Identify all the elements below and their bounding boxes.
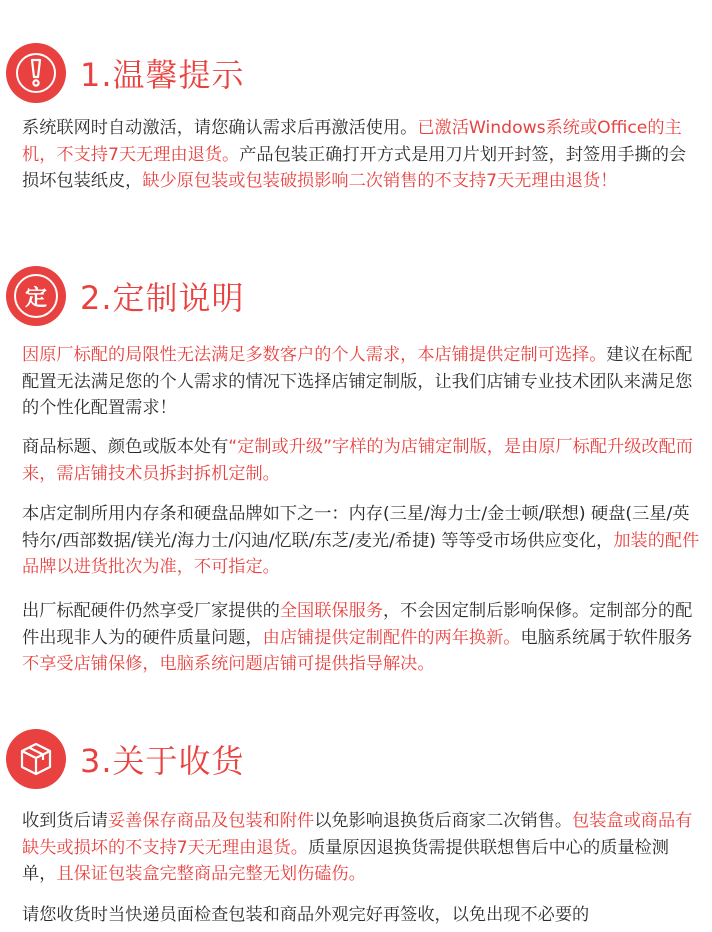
- s2-paragraph-1: [22, 342, 702, 422]
- s2-p3-text-b: 加装的配件品牌以进货批次为准，不可指定。: [22, 530, 700, 577]
- section-2-title: 2.定制说明: [80, 279, 245, 317]
- s2-p2-text-b: “定制或升级”字样的为店铺定制版，是由原厂标配升级改配而来，需店铺技术员拆封拆机定制。: [22, 437, 693, 484]
- exclamation-icon: [6, 43, 66, 103]
- s2-p4-text-c: ，不会因定制后影响保修。定制部分的配件出现非人为的硬件质量问题，: [22, 601, 693, 648]
- s1-p1-text-c: 产品包装正确打开方式是用刀片划开封签，封签用手撕的会损坏包装纸皮，: [22, 144, 687, 191]
- s3-p1-text-b: 妥善保存商品及包装和附件: [107, 811, 315, 831]
- s1-p1-text-a: 系统联网时自动激活，请您确认需求后再激活使用。: [22, 118, 418, 138]
- s2-p4-text-f: 不享受店铺保修，电脑系统问题店铺可提供指导解决。: [22, 654, 435, 674]
- s1-paragraph-1: [22, 115, 702, 195]
- section-1-title: 1.温馨提示: [80, 56, 245, 94]
- s3-p1-text-c: 以免影响退换货后商家二次销售。: [314, 811, 573, 831]
- s1-p1-text-d: 缺少原包装或包装破损影响二次销售的不支持7天无理由退货！: [142, 171, 618, 191]
- s2-paragraph-4: [22, 598, 702, 678]
- s2-paragraph-2: [22, 434, 702, 487]
- s2-p4-text-a: 出厂标配硬件仍然享受厂家提供的: [22, 601, 280, 621]
- s1-p1-text-b: 已激活Windows系统或Office的主机，不支持7天无理由退货。: [22, 118, 682, 165]
- s2-p1-text-a: 因原厂标配的局限性无法满足多数客户的个人需求，本店铺提供定制可选择。: [22, 345, 607, 365]
- s3-p1-text-f: 且保证包装盒完整商品完整无划伤磕伤。: [56, 864, 366, 884]
- s2-p4-text-e: 电脑系统属于软件服务: [520, 627, 693, 648]
- s3-paragraph-2: [22, 902, 702, 929]
- s3-p1-text-e: 质量原因退换货需提供联想售后中心的质量检测单，: [22, 837, 669, 884]
- s2-paragraph-3: [22, 501, 702, 581]
- s3-p1-text-a: 收到货后请: [22, 811, 108, 831]
- s2-p1-text-b: 建议在标配配置无法满足您的个人需求的情况下选择店铺定制版，让我们店铺专业技术团队来满足您的个性化配置需求！: [22, 345, 693, 418]
- section-3-title: 3.关于收货: [80, 742, 245, 780]
- s3-p2-text-a: 请您收货时当快递员面检查包装和商品外观完好再签收，以免出现不必要的: [22, 905, 590, 925]
- section-2-header: [6, 261, 245, 331]
- custom-badge-text: 定: [14, 274, 58, 318]
- box-icon: [6, 729, 66, 789]
- section-3-header: [6, 724, 245, 794]
- section-1-header: [6, 38, 245, 108]
- s3-p1-text-d: 包装盒或商品有缺失或损坏的不支持7天无理由退货。: [22, 811, 693, 858]
- s2-p3-text-a: 本店定制所用内存条和硬盘品牌如下之一：内存(三星/海力士/金士顿/联想) 硬盘(三星/英特尔/西部数据/镁光/海力士/闪迪/忆联/东芝/麦光/希捷) 等等受市场供应变化，: [22, 504, 690, 551]
- s3-paragraph-1: [22, 808, 702, 888]
- s2-p4-text-b: 全国联保服务: [279, 601, 383, 621]
- s2-p4-text-d: 由店铺提供定制配件的两年换新。: [262, 627, 521, 648]
- s2-p2-text-a: 商品标题、颜色或版本处有: [22, 437, 229, 457]
- custom-badge-icon: [6, 266, 66, 326]
